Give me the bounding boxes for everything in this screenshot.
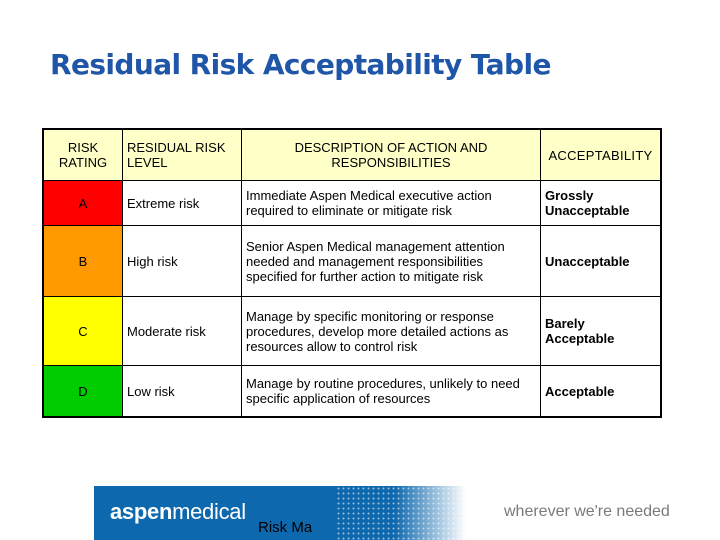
acceptability-cell: Grossly Unacceptable bbox=[541, 181, 662, 226]
header-risk-rating: RISK RATING bbox=[43, 129, 123, 181]
acceptability-cell: Unacceptable bbox=[541, 226, 662, 297]
header-residual-risk-level: RESIDUAL RISK LEVEL bbox=[123, 129, 242, 181]
description-cell: Manage by specific monitoring or response procedures, develop more detailed actions as resources allow to control risk bbox=[242, 297, 541, 366]
risk-rating-cell: B bbox=[43, 226, 123, 297]
logo-light-text: medical bbox=[172, 499, 246, 524]
risk-level-cell: Moderate risk bbox=[123, 297, 242, 366]
risk-acceptability-table bbox=[42, 128, 662, 418]
logo-bold-text: aspen bbox=[110, 499, 173, 524]
table-row bbox=[43, 226, 661, 297]
header-acceptability: ACCEPTABILITY bbox=[541, 129, 662, 181]
risk-rating-cell: A bbox=[43, 181, 123, 226]
header-description: DESCRIPTION OF ACTION AND RESPONSIBILITIES bbox=[242, 129, 541, 181]
banner-fade bbox=[394, 486, 466, 540]
description-cell: Senior Aspen Medical management attention needed and management responsibilities specified for further action to mitigate risk bbox=[242, 226, 541, 297]
table-row bbox=[43, 297, 661, 366]
risk-rating-cell: D bbox=[43, 366, 123, 418]
table-row bbox=[43, 366, 661, 418]
risk-rating-cell: C bbox=[43, 297, 123, 366]
risk-level-cell: High risk bbox=[123, 226, 242, 297]
acceptability-cell: Barely Acceptable bbox=[541, 297, 662, 366]
table-row bbox=[43, 181, 661, 226]
table-header-row bbox=[43, 129, 661, 181]
description-cell: Immediate Aspen Medical executive action required to eliminate or mitigate risk bbox=[242, 181, 541, 226]
risk-level-cell: Low risk bbox=[123, 366, 242, 418]
risk-level-cell: Extreme risk bbox=[123, 181, 242, 226]
footer-tagline: wherever we're needed bbox=[504, 503, 670, 520]
aspen-medical-logo bbox=[110, 499, 246, 525]
footer-document-label: Risk Ma bbox=[258, 519, 313, 536]
page-title: Residual Risk Acceptability Table bbox=[50, 48, 551, 81]
description-cell: Manage by routine procedures, unlikely to need specific application of resources bbox=[242, 366, 541, 418]
acceptability-cell: Acceptable bbox=[541, 366, 662, 418]
